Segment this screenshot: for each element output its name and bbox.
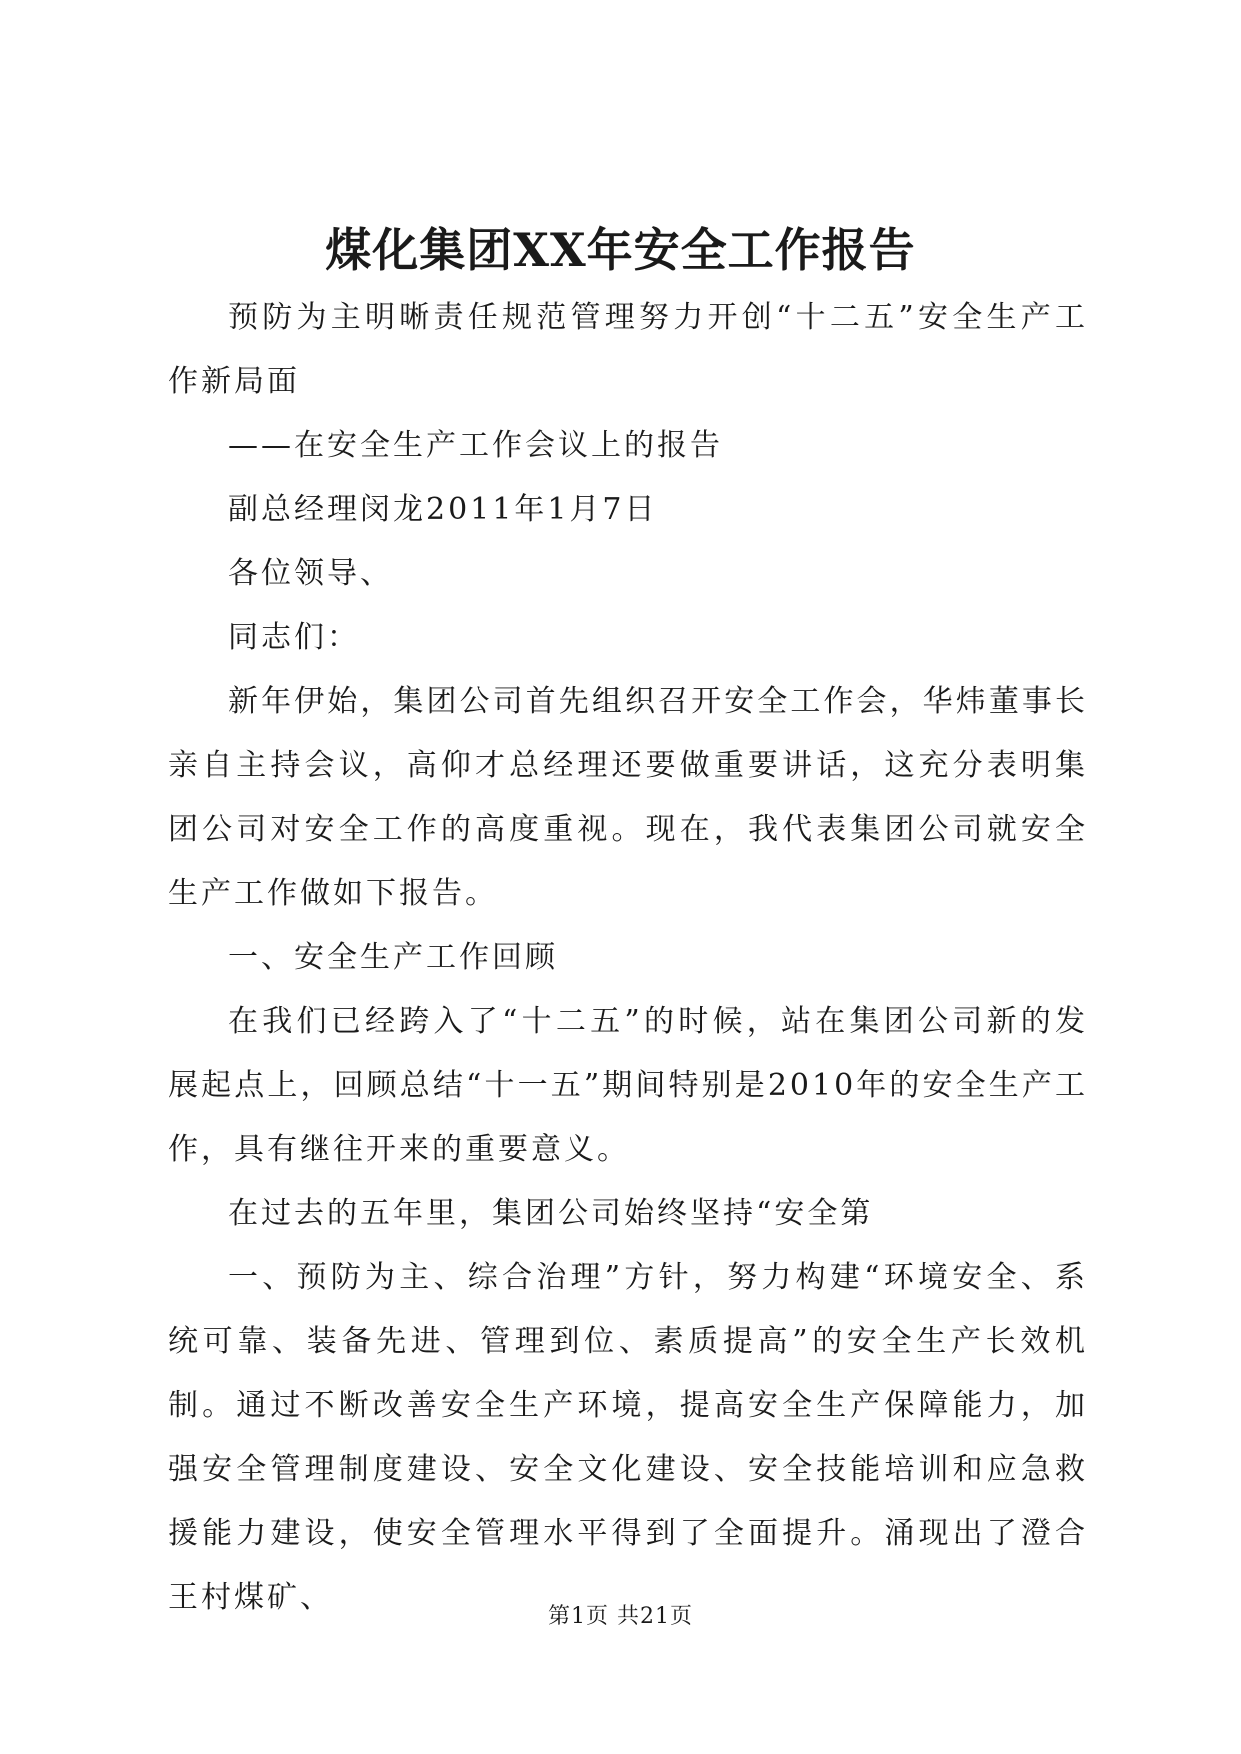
paragraph-opening: 新年伊始，集团公司首先组织召开安全工作会，华炜董事长亲自主持会议，高仰才总经理还要做重要讲话，这充分表明集团公司对安全工作的高度重视。现在，我代表集团公司就安全生产工作做如下报告。: [168, 684, 1088, 911]
paragraph-author-date: 副总经理闵龙2011年1月7日: [228, 492, 658, 527]
document-title: 煤化集团XX年安全工作报告: [325, 223, 916, 277]
paragraph-review-intro: 在我们已经跨入了“十二五”的时候，站在集团公司新的发展起点上，回顾总结“十一五”期间特别是2010年的安全生产工作，具有继往开来的重要意义。: [168, 1004, 1088, 1167]
paragraph-policy: 一、预防为主、综合治理”方针，努力构建“环境安全、系统可靠、装备先进、管理到位、素质提高”的安全生产长效机制。通过不断改善安全生产环境，提高安全生产保障能力，加强安全管理制度建设、安全文化建设、安全技能培训和应急救援能力建设，使安全管理水平得到了全面提升。涌现出了澄合王村煤矿、: [168, 1260, 1088, 1615]
paragraph-subtitle: 预防为主明晰责任规范管理努力开创“十二五”安全生产工作新局面: [168, 300, 1088, 399]
page-footer: 第1页 共21页: [548, 1604, 693, 1629]
paragraph-past-five-years: 在过去的五年里，集团公司始终坚持“安全第: [228, 1196, 874, 1231]
paragraph-occasion: ——在安全生产工作会议上的报告: [228, 428, 723, 463]
paragraph-salutation-1: 各位领导、: [228, 556, 393, 591]
section-heading: 一、安全生产工作回顾: [228, 940, 558, 975]
paragraph-salutation-2: 同志们：: [228, 620, 360, 655]
document-body: [168, 286, 1088, 1630]
